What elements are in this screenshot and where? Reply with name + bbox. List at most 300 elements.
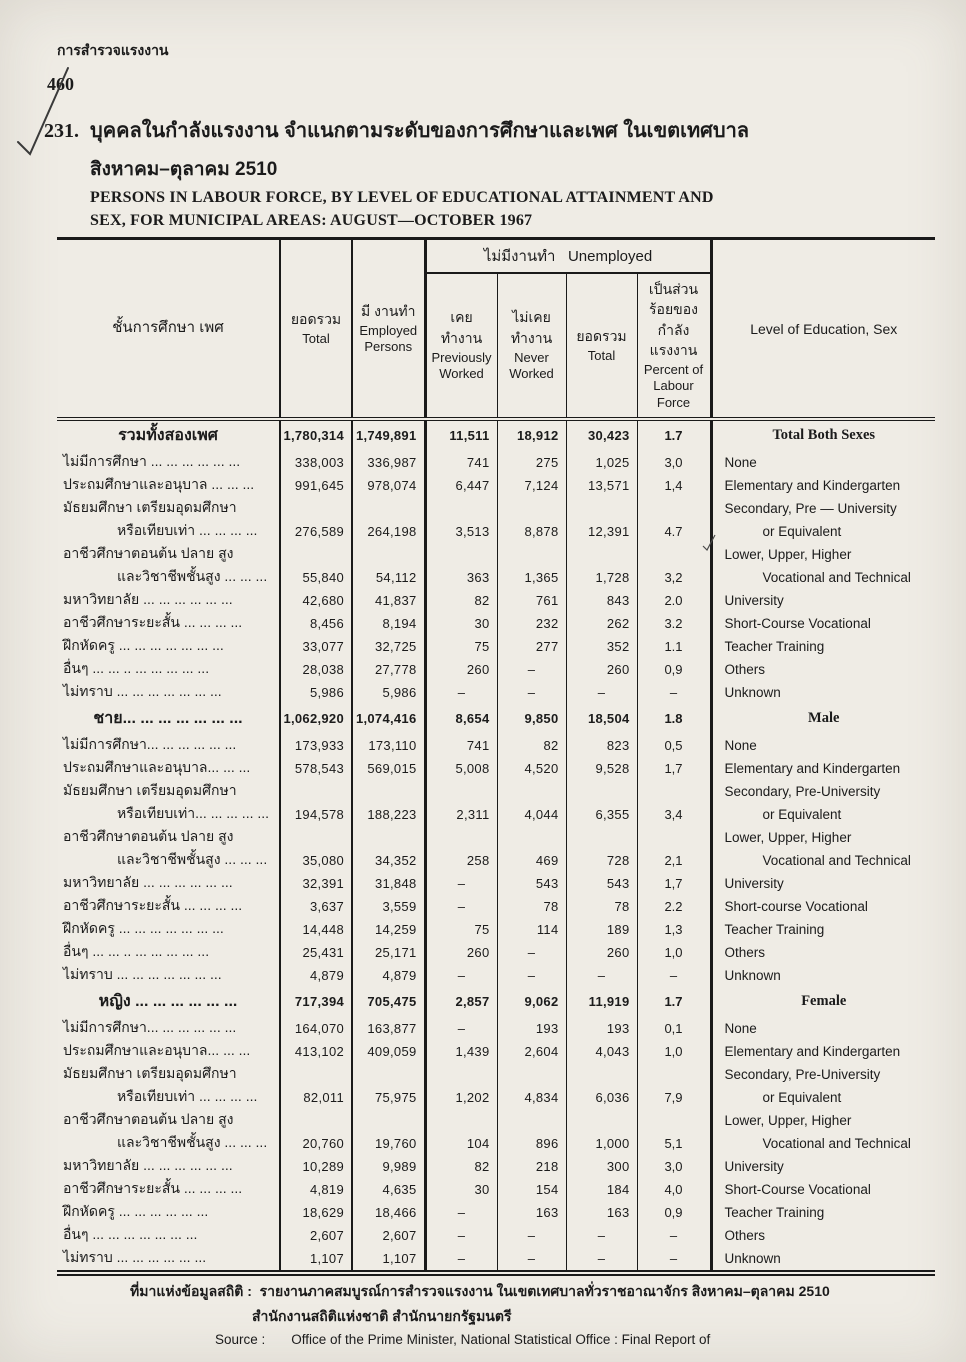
row-label-thai: อาชีวศึกษาระยะสั้น ... ... ... ... (57, 1178, 280, 1201)
cell-employed: 569,015 (352, 757, 425, 780)
cell-never-worked: – (497, 964, 566, 987)
cell-previously-worked: 258 (425, 849, 497, 872)
row-label-english: Unknown (724, 967, 781, 983)
cell-percent-labour-force (637, 1063, 711, 1086)
cell-previously-worked: 75 (425, 918, 497, 941)
cell-previously-worked: 741 (425, 451, 497, 474)
row-label-english: None (724, 1020, 757, 1036)
cell-never-worked: 1,365 (497, 566, 566, 589)
cell-employed: 264,198 (352, 520, 425, 543)
cell-employed: 8,194 (352, 612, 425, 635)
row-label-english: Lower, Upper, Higher (724, 829, 852, 845)
cell-never-worked: 4,520 (497, 757, 566, 780)
cell-total: 25,431 (280, 941, 352, 964)
cell-never-worked (497, 1063, 566, 1086)
row-label-thai: อาชีวศึกษาตอนต้น ปลาย สูง (57, 826, 280, 849)
cell-employed (352, 1063, 425, 1086)
cell-unemployed-total: 189 (566, 918, 637, 941)
cell-total: 276,589 (280, 520, 352, 543)
row-label-english: Vocational and Technical (762, 569, 911, 585)
cell-employed (352, 543, 425, 566)
cell-never-worked: 78 (497, 895, 566, 918)
table-row (57, 895, 935, 918)
cell-previously-worked: 30 (425, 612, 497, 635)
cell-total: 14,448 (280, 918, 352, 941)
cell-never-worked: 82 (497, 734, 566, 757)
cell-total (280, 780, 352, 803)
row-label-thai: อาชีวศึกษาตอนต้น ปลาย สูง (57, 543, 280, 566)
cell-percent-labour-force: 0,9 (637, 658, 711, 681)
header-total-thai: ยอดรวม (290, 310, 342, 327)
cell-employed: 1,749,891 (352, 419, 425, 451)
cell-percent-labour-force (637, 1109, 711, 1132)
source-english-label: Source : (215, 1332, 266, 1347)
header-prev-thai: เคย ทำงาน (440, 309, 483, 346)
cell-employed: 163,877 (352, 1017, 425, 1040)
row-label-english: University (724, 875, 784, 891)
header-prev-english: Previously Worked (431, 350, 492, 382)
row-label-thai: ฝึกหัดครู ... ... ... ... ... ... ... (57, 918, 280, 941)
cell-unemployed-total (566, 1109, 637, 1132)
cell-employed: 31,848 (352, 872, 425, 895)
table-row (57, 964, 935, 987)
row-label-thai: อื่นๆ ... ... ... ... ... ... ... (57, 1224, 280, 1247)
cell-previously-worked (425, 1063, 497, 1086)
page-number: 460 (47, 74, 74, 94)
header-total-english: Total (302, 331, 330, 347)
header-total (280, 239, 352, 419)
cell-employed: 54,112 (352, 566, 425, 589)
cell-total: 338,003 (280, 451, 352, 474)
row-label-english: Male (808, 710, 840, 726)
cell-previously-worked: 1,439 (425, 1040, 497, 1063)
cell-total: 194,578 (280, 803, 352, 826)
cell-previously-worked: 1,202 (425, 1086, 497, 1109)
cell-previously-worked: 5,008 (425, 757, 497, 780)
row-label-english: Elementary and Kindergarten (724, 1043, 901, 1059)
row-label-thai: อาชีวศึกษาระยะสั้น ... ... ... ... (57, 895, 280, 918)
cell-never-worked: 4,044 (497, 803, 566, 826)
table-row (57, 780, 935, 803)
table-row (57, 734, 935, 757)
header-percent-labour-force (637, 273, 711, 419)
cell-previously-worked: 82 (425, 1155, 497, 1178)
cell-employed: 4,879 (352, 964, 425, 987)
cell-unemployed-total: – (566, 1247, 637, 1273)
table-number: 231. (44, 120, 79, 142)
row-label-english: Lower, Upper, Higher (724, 546, 852, 562)
table-row (57, 1201, 935, 1224)
cell-total: 33,077 (280, 635, 352, 658)
cell-employed: 34,352 (352, 849, 425, 872)
cell-total: 8,456 (280, 612, 352, 635)
source-thai-line1 (130, 1281, 830, 1303)
cell-total: 1,107 (280, 1247, 352, 1273)
handwritten-checkmark (6, 62, 78, 160)
row-label-english: Short-Course Vocational (724, 615, 871, 631)
cell-total: 3,637 (280, 895, 352, 918)
title-english-line2: SEX, FOR MUNICIPAL AREAS: AUGUST—OCTOBER 1967 (90, 212, 533, 229)
row-label-english: None (724, 454, 757, 470)
cell-total (280, 1109, 352, 1132)
cell-never-worked: 163 (497, 1201, 566, 1224)
cell-unemployed-total: – (566, 1224, 637, 1247)
cell-employed: 9,989 (352, 1155, 425, 1178)
cell-never-worked: 114 (497, 918, 566, 941)
cell-previously-worked: 260 (425, 658, 497, 681)
row-label-english: Unknown (724, 1250, 781, 1266)
pen-mark (700, 532, 718, 552)
cell-unemployed-total: 193 (566, 1017, 637, 1040)
cell-never-worked: – (497, 681, 566, 704)
table-row (57, 474, 935, 497)
cell-unemployed-total: 352 (566, 635, 637, 658)
header-never-worked (497, 273, 566, 419)
row-label-thai: หรือเทียบเท่า ... ... ... ... (57, 520, 280, 543)
cell-previously-worked: 260 (425, 941, 497, 964)
cell-total: 55,840 (280, 566, 352, 589)
cell-percent-labour-force: 5,1 (637, 1132, 711, 1155)
row-label-thai: มหาวิทยาลัย ... ... ... ... ... ... (57, 1155, 280, 1178)
cell-previously-worked: 741 (425, 734, 497, 757)
cell-unemployed-total: 260 (566, 941, 637, 964)
cell-previously-worked: 3,513 (425, 520, 497, 543)
cell-employed: 32,725 (352, 635, 425, 658)
cell-unemployed-total: 1,025 (566, 451, 637, 474)
row-label-thai: ไม่มีการศึกษา ... ... ... ... ... ... (57, 451, 280, 474)
cell-never-worked (497, 780, 566, 803)
cell-percent-labour-force: – (637, 681, 711, 704)
cell-unemployed-total: 163 (566, 1201, 637, 1224)
table-row (57, 1017, 935, 1040)
cell-previously-worked: 104 (425, 1132, 497, 1155)
table-row (57, 1155, 935, 1178)
cell-never-worked: 9,062 (497, 987, 566, 1017)
cell-percent-labour-force: 2,1 (637, 849, 711, 872)
source-english-line (215, 1332, 710, 1347)
cell-previously-worked: – (425, 872, 497, 895)
cell-employed: 27,778 (352, 658, 425, 681)
row-label-thai: ประถมศึกษาและอนุบาล... ... ... (57, 1040, 280, 1063)
cell-never-worked: 469 (497, 849, 566, 872)
cell-percent-labour-force: 1,7 (637, 757, 711, 780)
table-row (57, 1109, 935, 1132)
cell-never-worked (497, 1109, 566, 1132)
header-level-of-education (711, 239, 935, 419)
cell-unemployed-total: 9,528 (566, 757, 637, 780)
cell-percent-labour-force: 0,9 (637, 1201, 711, 1224)
row-label-thai: ชาย... ... ... ... ... ... ... (57, 704, 280, 734)
cell-never-worked: 193 (497, 1017, 566, 1040)
cell-previously-worked (425, 780, 497, 803)
table-row (57, 849, 935, 872)
cell-employed: 409,059 (352, 1040, 425, 1063)
cell-previously-worked: 82 (425, 589, 497, 612)
cell-previously-worked: 363 (425, 566, 497, 589)
row-label-thai: ฝึกหัดครู ... ... ... ... ... ... ... (57, 635, 280, 658)
row-label-english: Vocational and Technical (762, 852, 911, 868)
row-label-thai: หรือเทียบเท่า... ... ... ... ... (57, 803, 280, 826)
cell-total: 717,394 (280, 987, 352, 1017)
cell-unemployed-total (566, 826, 637, 849)
row-label-english: Secondary, Pre — University (724, 500, 897, 516)
cell-total: 42,680 (280, 589, 352, 612)
cell-previously-worked: 2,311 (425, 803, 497, 826)
row-label-english: Unknown (724, 684, 781, 700)
cell-total: 2,607 (280, 1224, 352, 1247)
header-employed-thai: มี งานทำ (361, 302, 416, 319)
cell-never-worked (497, 826, 566, 849)
cell-percent-labour-force (637, 780, 711, 803)
header-unemployed-english: Unemployed (567, 247, 653, 265)
cell-never-worked: 232 (497, 612, 566, 635)
cell-total (280, 497, 352, 520)
header-employed-english: Employed Persons (359, 323, 418, 355)
row-label-thai: มัธยมศึกษา เตรียมอุดมศึกษา (57, 497, 280, 520)
table-header (57, 239, 935, 419)
row-label-thai: ประถมศึกษาและอนุบาล... ... ... (57, 757, 280, 780)
cell-previously-worked (425, 543, 497, 566)
cell-total: 20,760 (280, 1132, 352, 1155)
cell-previously-worked (425, 497, 497, 520)
cell-previously-worked: – (425, 895, 497, 918)
cell-total: 4,819 (280, 1178, 352, 1201)
cell-percent-labour-force: 7,9 (637, 1086, 711, 1109)
cell-percent-labour-force: 1,0 (637, 1040, 711, 1063)
cell-never-worked: 275 (497, 451, 566, 474)
cell-unemployed-total: 1,728 (566, 566, 637, 589)
row-label-thai: ไม่ทราบ ... ... ... ... ... ... ... (57, 681, 280, 704)
row-label-english: Lower, Upper, Higher (724, 1112, 852, 1128)
cell-total: 32,391 (280, 872, 352, 895)
table-row (57, 658, 935, 681)
table-row (57, 543, 935, 566)
cell-never-worked: 18,912 (497, 419, 566, 451)
table-row (57, 1132, 935, 1155)
cell-never-worked: 896 (497, 1132, 566, 1155)
cell-previously-worked: 11,511 (425, 419, 497, 451)
cell-employed: 705,475 (352, 987, 425, 1017)
row-label-english: Others (724, 1227, 766, 1243)
cell-previously-worked: – (425, 1201, 497, 1224)
title-thai-line2: สิงหาคม–ตุลาคม 2510 (90, 159, 278, 180)
cell-percent-labour-force: 1,4 (637, 474, 711, 497)
cell-percent-labour-force: 3,2 (637, 566, 711, 589)
cell-total: 82,011 (280, 1086, 352, 1109)
cell-unemployed-total: 543 (566, 872, 637, 895)
cell-unemployed-total (566, 780, 637, 803)
cell-unemployed-total: 300 (566, 1155, 637, 1178)
cell-percent-labour-force: 1.7 (637, 987, 711, 1017)
table-row (57, 589, 935, 612)
cell-previously-worked: 2,857 (425, 987, 497, 1017)
cell-unemployed-total: 6,355 (566, 803, 637, 826)
cell-total: 10,289 (280, 1155, 352, 1178)
header-stub-thai: ชั้นการศึกษา เพศ (112, 319, 224, 337)
table-row (57, 826, 935, 849)
cell-previously-worked (425, 1109, 497, 1132)
cell-percent-labour-force: – (637, 1247, 711, 1273)
row-label-thai: อาชีวศึกษาระยะสั้น ... ... ... ... (57, 612, 280, 635)
title-english-line1: PERSONS IN LABOUR FORCE, BY LEVEL OF EDUCATIONAL ATTAINMENT AND (90, 189, 714, 206)
row-label-english: Short-course Vocational (724, 898, 868, 914)
cell-unemployed-total: 4,043 (566, 1040, 637, 1063)
cell-never-worked: – (497, 1224, 566, 1247)
row-label-thai: หรือเทียบเท่า ... ... ... ... (57, 1086, 280, 1109)
cell-total: 5,986 (280, 681, 352, 704)
row-label-thai: มหาวิทยาลัย ... ... ... ... ... ... (57, 872, 280, 895)
cell-percent-labour-force: 1,0 (637, 941, 711, 964)
source-thai-line2: สำนักงานสถิติแห่งชาติ สำนักนายกรัฐมนตรี (252, 1308, 512, 1324)
cell-employed (352, 497, 425, 520)
table-row (57, 1224, 935, 1247)
cell-unemployed-total (566, 497, 637, 520)
row-label-thai: และวิชาชีพชั้นสูง ... ... ... (57, 849, 280, 872)
cell-total: 18,629 (280, 1201, 352, 1224)
cell-unemployed-total: 12,391 (566, 520, 637, 543)
header-never-thai: ไม่เคย ทำงาน (510, 309, 553, 346)
table-row (57, 1063, 935, 1086)
row-label-english: Female (801, 993, 847, 1009)
row-label-english: or Equivalent (762, 806, 842, 822)
header-unemployed-thai: ไม่มีงานทำ (483, 247, 556, 265)
table-row (57, 1040, 935, 1063)
cell-unemployed-total: 728 (566, 849, 637, 872)
table-row (57, 757, 935, 780)
cell-previously-worked (425, 826, 497, 849)
cell-total (280, 826, 352, 849)
cell-previously-worked: – (425, 1247, 497, 1273)
cell-percent-labour-force: 1.1 (637, 635, 711, 658)
cell-employed: 25,171 (352, 941, 425, 964)
row-label-thai: ไม่มีการศึกษา... ... ... ... ... ... (57, 734, 280, 757)
cell-never-worked: – (497, 1247, 566, 1273)
cell-employed: 41,837 (352, 589, 425, 612)
cell-unemployed-total: 823 (566, 734, 637, 757)
cell-total: 1,062,920 (280, 704, 352, 734)
cell-unemployed-total: 184 (566, 1178, 637, 1201)
row-label-english: or Equivalent (762, 1089, 842, 1105)
row-label-english: or Equivalent (762, 523, 842, 539)
header-unemployed-group (425, 239, 711, 273)
cell-never-worked (497, 543, 566, 566)
cell-percent-labour-force: 0,1 (637, 1017, 711, 1040)
cell-percent-labour-force: – (637, 1224, 711, 1247)
cell-unemployed-total: 11,919 (566, 987, 637, 1017)
section-row (57, 419, 935, 451)
row-label-english: University (724, 592, 784, 608)
cell-never-worked (497, 497, 566, 520)
row-label-thai: มหาวิทยาลัย ... ... ... ... ... ... (57, 589, 280, 612)
cell-never-worked: – (497, 941, 566, 964)
cell-percent-labour-force: 3,0 (637, 451, 711, 474)
table-row (57, 566, 935, 589)
cell-percent-labour-force: – (637, 964, 711, 987)
row-label-english: Others (724, 944, 766, 960)
cell-never-worked: 2,604 (497, 1040, 566, 1063)
cell-percent-labour-force: 1.8 (637, 704, 711, 734)
cell-never-worked: 543 (497, 872, 566, 895)
cell-total: 28,038 (280, 658, 352, 681)
cell-unemployed-total: 1,000 (566, 1132, 637, 1155)
row-label-thai: ไม่ทราบ ... ... ... ... ... ... (57, 1247, 280, 1273)
cell-never-worked: 218 (497, 1155, 566, 1178)
cell-percent-labour-force: 0,5 (637, 734, 711, 757)
cell-percent-labour-force: 1.7 (637, 419, 711, 451)
cell-unemployed-total: 260 (566, 658, 637, 681)
cell-previously-worked: – (425, 681, 497, 704)
cell-never-worked: – (497, 658, 566, 681)
row-label-thai: ไม่ทราบ ... ... ... ... ... ... ... (57, 964, 280, 987)
cell-total: 1,780,314 (280, 419, 352, 451)
table-row (57, 497, 935, 520)
cell-employed: 14,259 (352, 918, 425, 941)
row-label-english: Secondary, Pre-University (724, 783, 881, 799)
table-row (57, 918, 935, 941)
cell-unemployed-total: 13,571 (566, 474, 637, 497)
cell-employed: 19,760 (352, 1132, 425, 1155)
row-label-thai: มัธยมศึกษา เตรียมอุดมศึกษา (57, 1063, 280, 1086)
table-row (57, 681, 935, 704)
cell-total: 164,070 (280, 1017, 352, 1040)
cell-previously-worked: – (425, 964, 497, 987)
cell-employed: 2,607 (352, 1224, 425, 1247)
header-previously-worked (425, 273, 497, 419)
cell-previously-worked: – (425, 1017, 497, 1040)
cell-total: 991,645 (280, 474, 352, 497)
cell-unemployed-total (566, 543, 637, 566)
table-row (57, 1086, 935, 1109)
table-row (57, 520, 935, 543)
row-label-english: Secondary, Pre-University (724, 1066, 881, 1082)
cell-employed: 1,107 (352, 1247, 425, 1273)
row-label-english: Teacher Training (724, 638, 825, 654)
cell-unemployed-total: 78 (566, 895, 637, 918)
cell-total: 35,080 (280, 849, 352, 872)
cell-percent-labour-force: 4.7 (637, 520, 711, 543)
row-label-thai: และวิชาชีพชั้นสูง ... ... ... (57, 1132, 280, 1155)
row-label-thai: ฝึกหัดครู ... ... ... ... ... ... (57, 1201, 280, 1224)
cell-employed: 978,074 (352, 474, 425, 497)
cell-employed (352, 826, 425, 849)
cell-never-worked: 7,124 (497, 474, 566, 497)
row-label-english: Teacher Training (724, 921, 825, 937)
source-thai-text: รายงานภาคสมบูรณ์การสำรวจแรงงาน ในเขตเทศบาลทั่วราชอาณาจักร สิงหาคม–ตุลาคม 2510 (259, 1283, 830, 1299)
cell-percent-labour-force: 4,0 (637, 1178, 711, 1201)
cell-employed: 3,559 (352, 895, 425, 918)
cell-previously-worked: 8,654 (425, 704, 497, 734)
cell-unemployed-total: 18,504 (566, 704, 637, 734)
row-label-thai: มัธยมศึกษา เตรียมอุดมศึกษา (57, 780, 280, 803)
cell-percent-labour-force: 1,3 (637, 918, 711, 941)
cell-unemployed-total: 30,423 (566, 419, 637, 451)
cell-never-worked: 761 (497, 589, 566, 612)
cell-percent-labour-force (637, 497, 711, 520)
table-row (57, 451, 935, 474)
row-label-thai: อื่นๆ ... ... .. ... ... ... ... ... (57, 941, 280, 964)
header-employed (352, 239, 425, 419)
cell-employed (352, 780, 425, 803)
table-body (57, 419, 935, 1273)
row-label-english: None (724, 737, 757, 753)
cell-employed: 1,074,416 (352, 704, 425, 734)
table-row (57, 941, 935, 964)
row-label-english: Elementary and Kindergarten (724, 760, 901, 776)
row-label-thai: อาชีวศึกษาตอนต้น ปลาย สูง (57, 1109, 280, 1132)
cell-employed: 4,635 (352, 1178, 425, 1201)
source-english-text: Office of the Prime Minister, National Statistical Office : Final Report of (291, 1332, 711, 1347)
cell-never-worked: 154 (497, 1178, 566, 1201)
